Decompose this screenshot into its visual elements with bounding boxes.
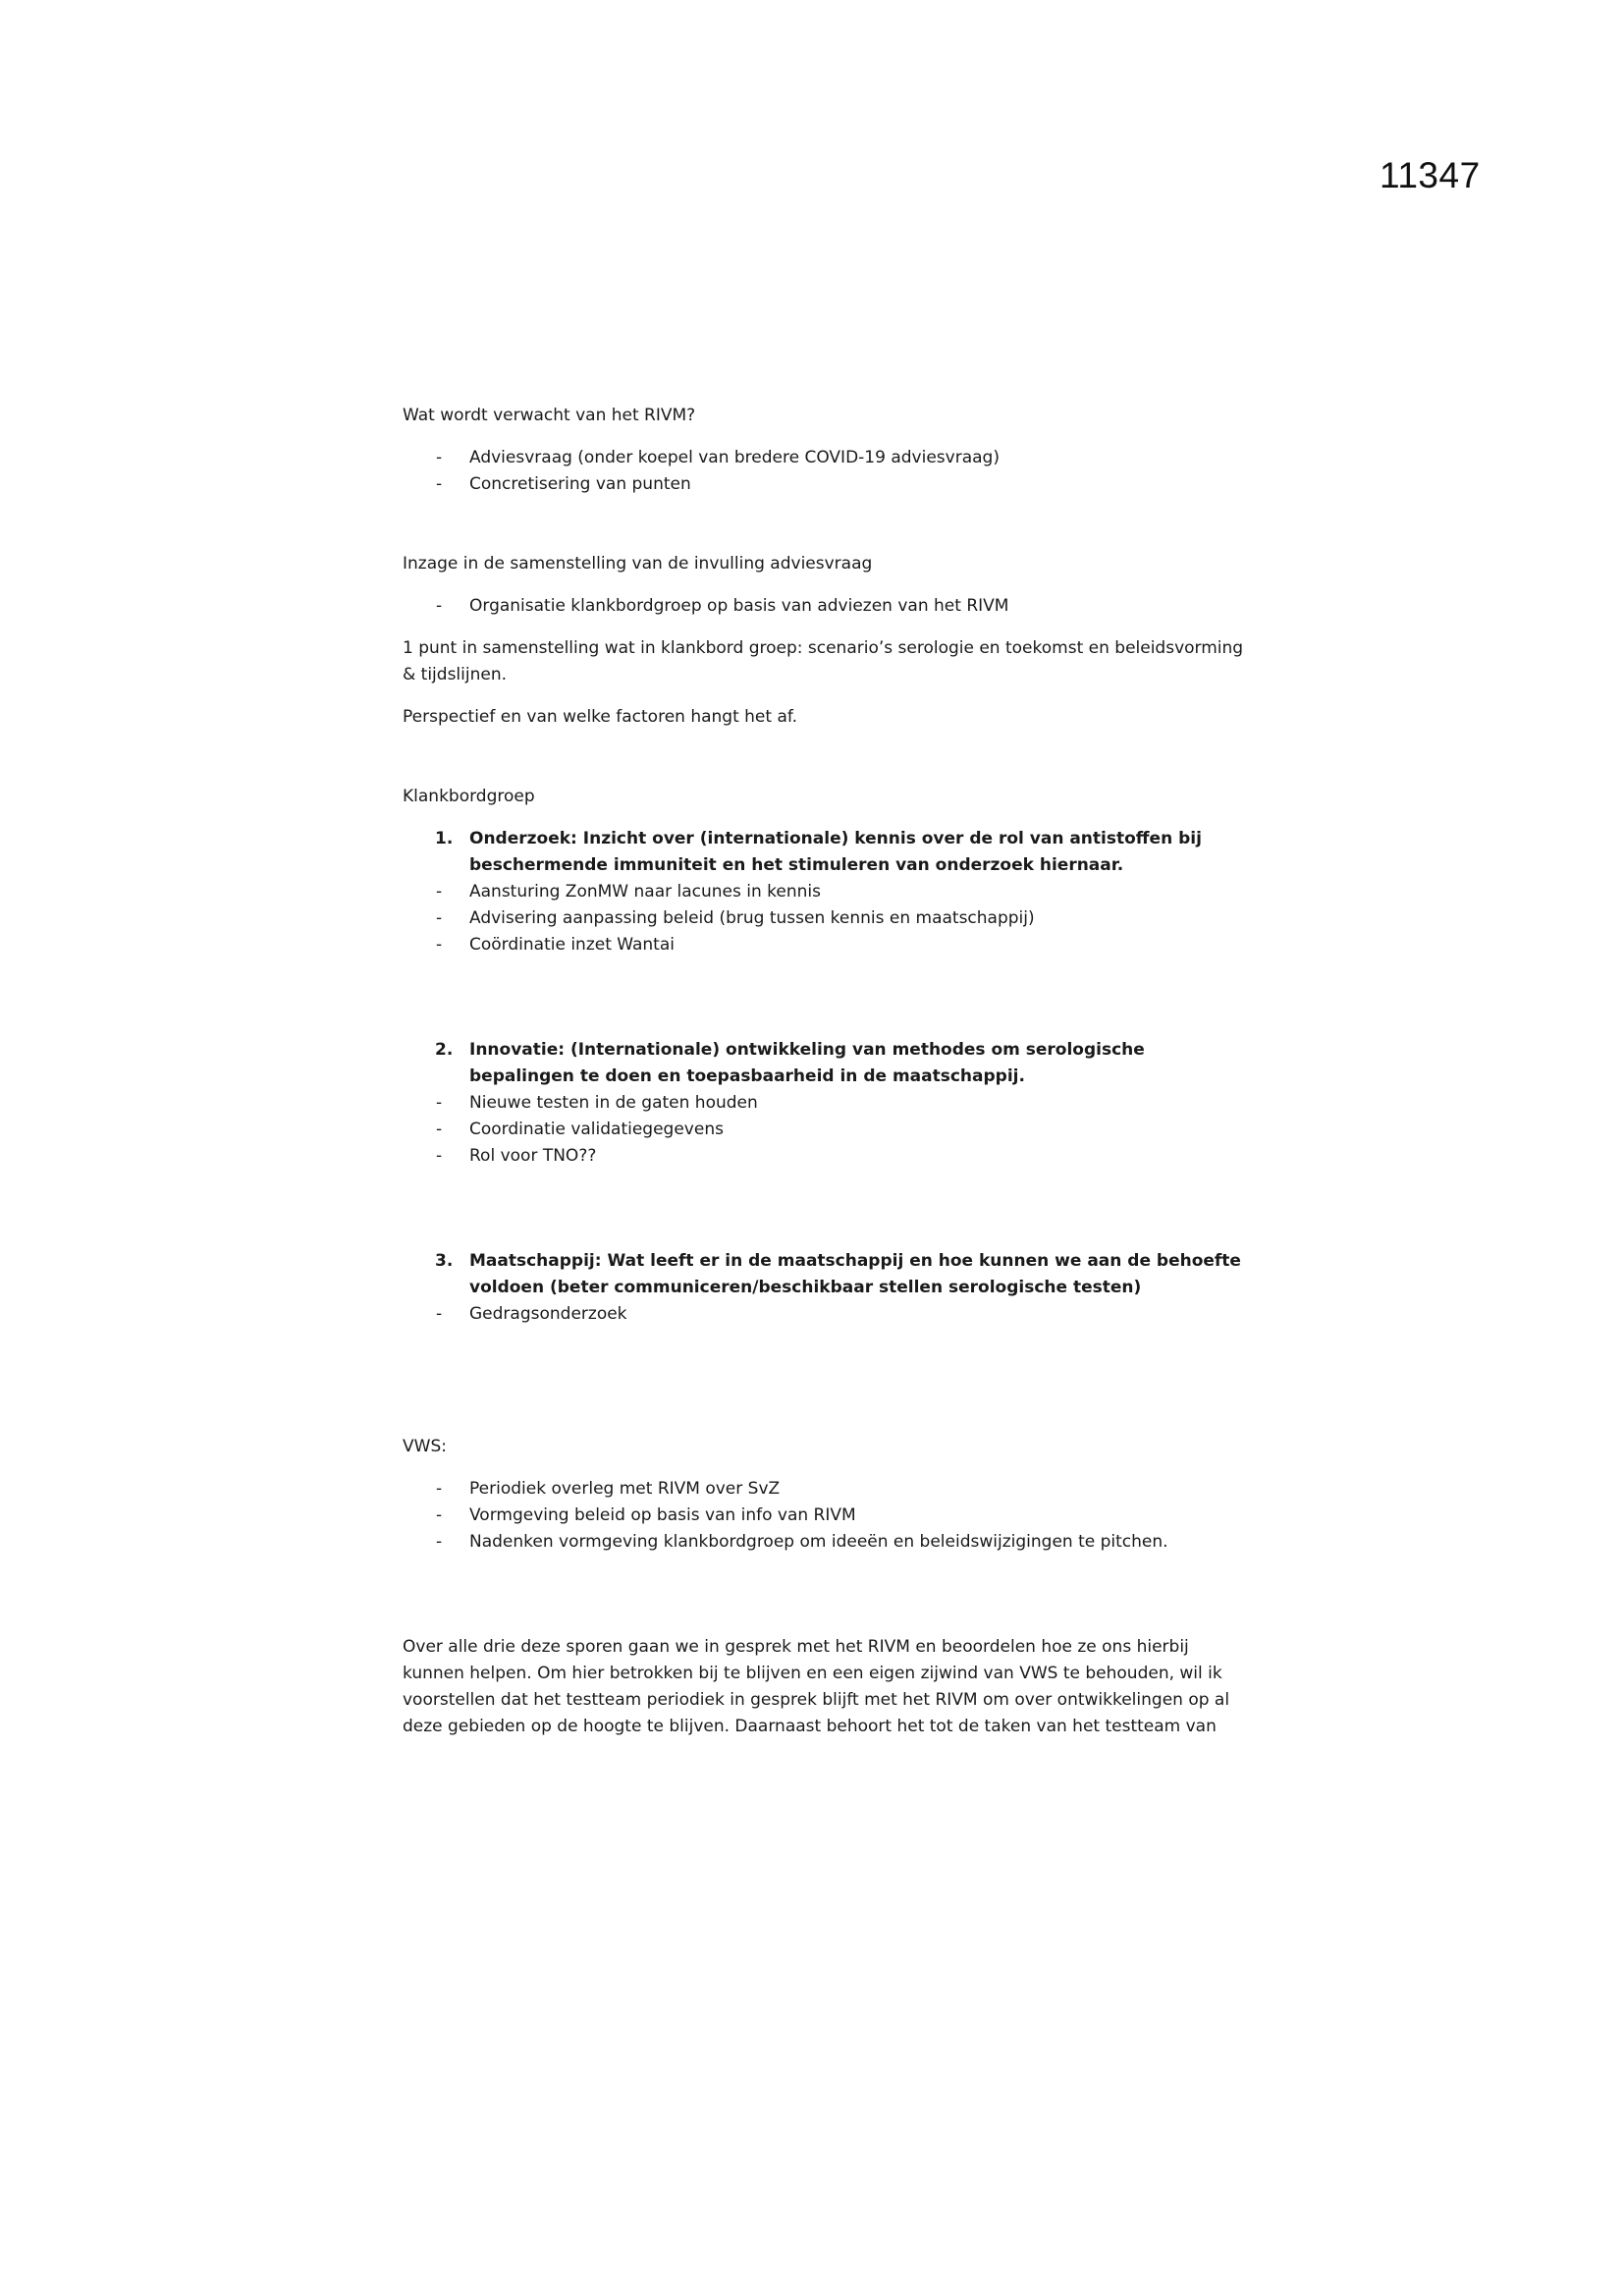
dash-marker: - [436, 1093, 443, 1113]
section-heading-vws: VWS: [403, 1437, 447, 1456]
klankbord-point-1-list [403, 879, 1247, 958]
list-item: - Concretisering van punten [403, 471, 1247, 498]
dash-marker: - [436, 1120, 443, 1139]
list-item: - Organisatie klankbordgroep op basis van adviezen van het RIVM [403, 593, 1247, 620]
section-heading-rivm-expectations: Wat wordt verwacht van het RIVM? [403, 406, 696, 425]
dash-marker: - [436, 596, 443, 616]
list-item: - Coordinatie validatiegegevens [403, 1117, 1247, 1143]
dash-marker: - [436, 1304, 443, 1324]
klankbord-point-1 [403, 826, 1247, 879]
dash-marker: - [436, 1479, 443, 1499]
klankbord-point-2-list [403, 1090, 1247, 1170]
closing-paragraph: Over alle drie deze sporen gaan we in gesprek met het RIVM en beoordelen hoe ze ons hierbij kunnen helpen. Om hier betrokken bij te blijven en een eigen zijwind van VWS te behouden, wil ik voorstellen dat het testteam periodiek in gesprek blijft met het RIVM om over ontwikkelingen op al deze gebieden op de hoogte te blijven. Daarnaast behoort het tot de taken van het testteam van [403, 1637, 1230, 1736]
vws-list [403, 1476, 1247, 1556]
paragraph-perspectief: Perspectief en van welke factoren hangt het af. [403, 707, 798, 727]
numbered-item: 3. Maatschappij: Wat leeft er in de maatschappij en hoe kunnen we aan de behoefte voldoen (beter communiceren/beschikbaar stellen serologische testen) [435, 1251, 1241, 1297]
inzage-list [403, 593, 1247, 620]
dash-marker: - [436, 1532, 443, 1552]
section-heading-inzage: Inzage in de samenstelling van de invulling adviesvraag [403, 554, 873, 574]
klankbord-point-3 [403, 1248, 1247, 1301]
dash-marker: - [436, 882, 443, 902]
numbered-item: 1. Onderzoek: Inzicht over (internationale) kennis over de rol van antistoffen bij beschermende immuniteit en het stimuleren van onderzoek hiernaar. [435, 829, 1202, 875]
list-item: - Gedragsonderzoek [403, 1301, 1247, 1328]
dash-marker: - [436, 474, 443, 494]
dash-marker: - [436, 908, 443, 928]
list-item: - Coördinatie inzet Wantai [403, 932, 1247, 958]
dash-marker: - [436, 448, 443, 467]
page-number: 11347 [1380, 155, 1481, 195]
dash-marker: - [436, 1505, 443, 1525]
klankbord-point-3-list [403, 1301, 1247, 1328]
rivm-expectations-list [403, 445, 1247, 498]
list-item: - Advisering aanpassing beleid (brug tussen kennis en maatschappij) [403, 905, 1247, 932]
paragraph-samenstelling: 1 punt in samenstelling wat in klankbord groep: scenario’s serologie en toekomst en beleidsvorming & tijdslijnen. [403, 638, 1244, 684]
dash-marker: - [436, 935, 443, 955]
section-heading-klankbordgroep: Klankbordgroep [403, 787, 535, 806]
numbered-item: 2. Innovatie: (Internationale) ontwikkeling van methodes om serologische bepalingen te doen en toepasbaarheid in de maatschappij. [435, 1040, 1145, 1086]
list-item: - Aansturing ZonMW naar lacunes in kennis [403, 879, 1247, 905]
list-item: - Nadenken vormgeving klankbordgroep om ideeën en beleidswijzigingen te pitchen. [403, 1529, 1247, 1556]
list-item: - Vormgeving beleid op basis van info van RIVM [403, 1503, 1247, 1529]
list-item: - Rol voor TNO?? [403, 1143, 1247, 1170]
list-item: - Nieuwe testen in de gaten houden [403, 1090, 1247, 1117]
klankbord-point-2 [403, 1037, 1247, 1090]
dash-marker: - [436, 1146, 443, 1166]
document-body [403, 403, 1247, 1740]
list-item: - Periodiek overleg met RIVM over SvZ [403, 1476, 1247, 1503]
list-item: - Adviesvraag (onder koepel van bredere COVID-19 adviesvraag) [403, 445, 1247, 471]
